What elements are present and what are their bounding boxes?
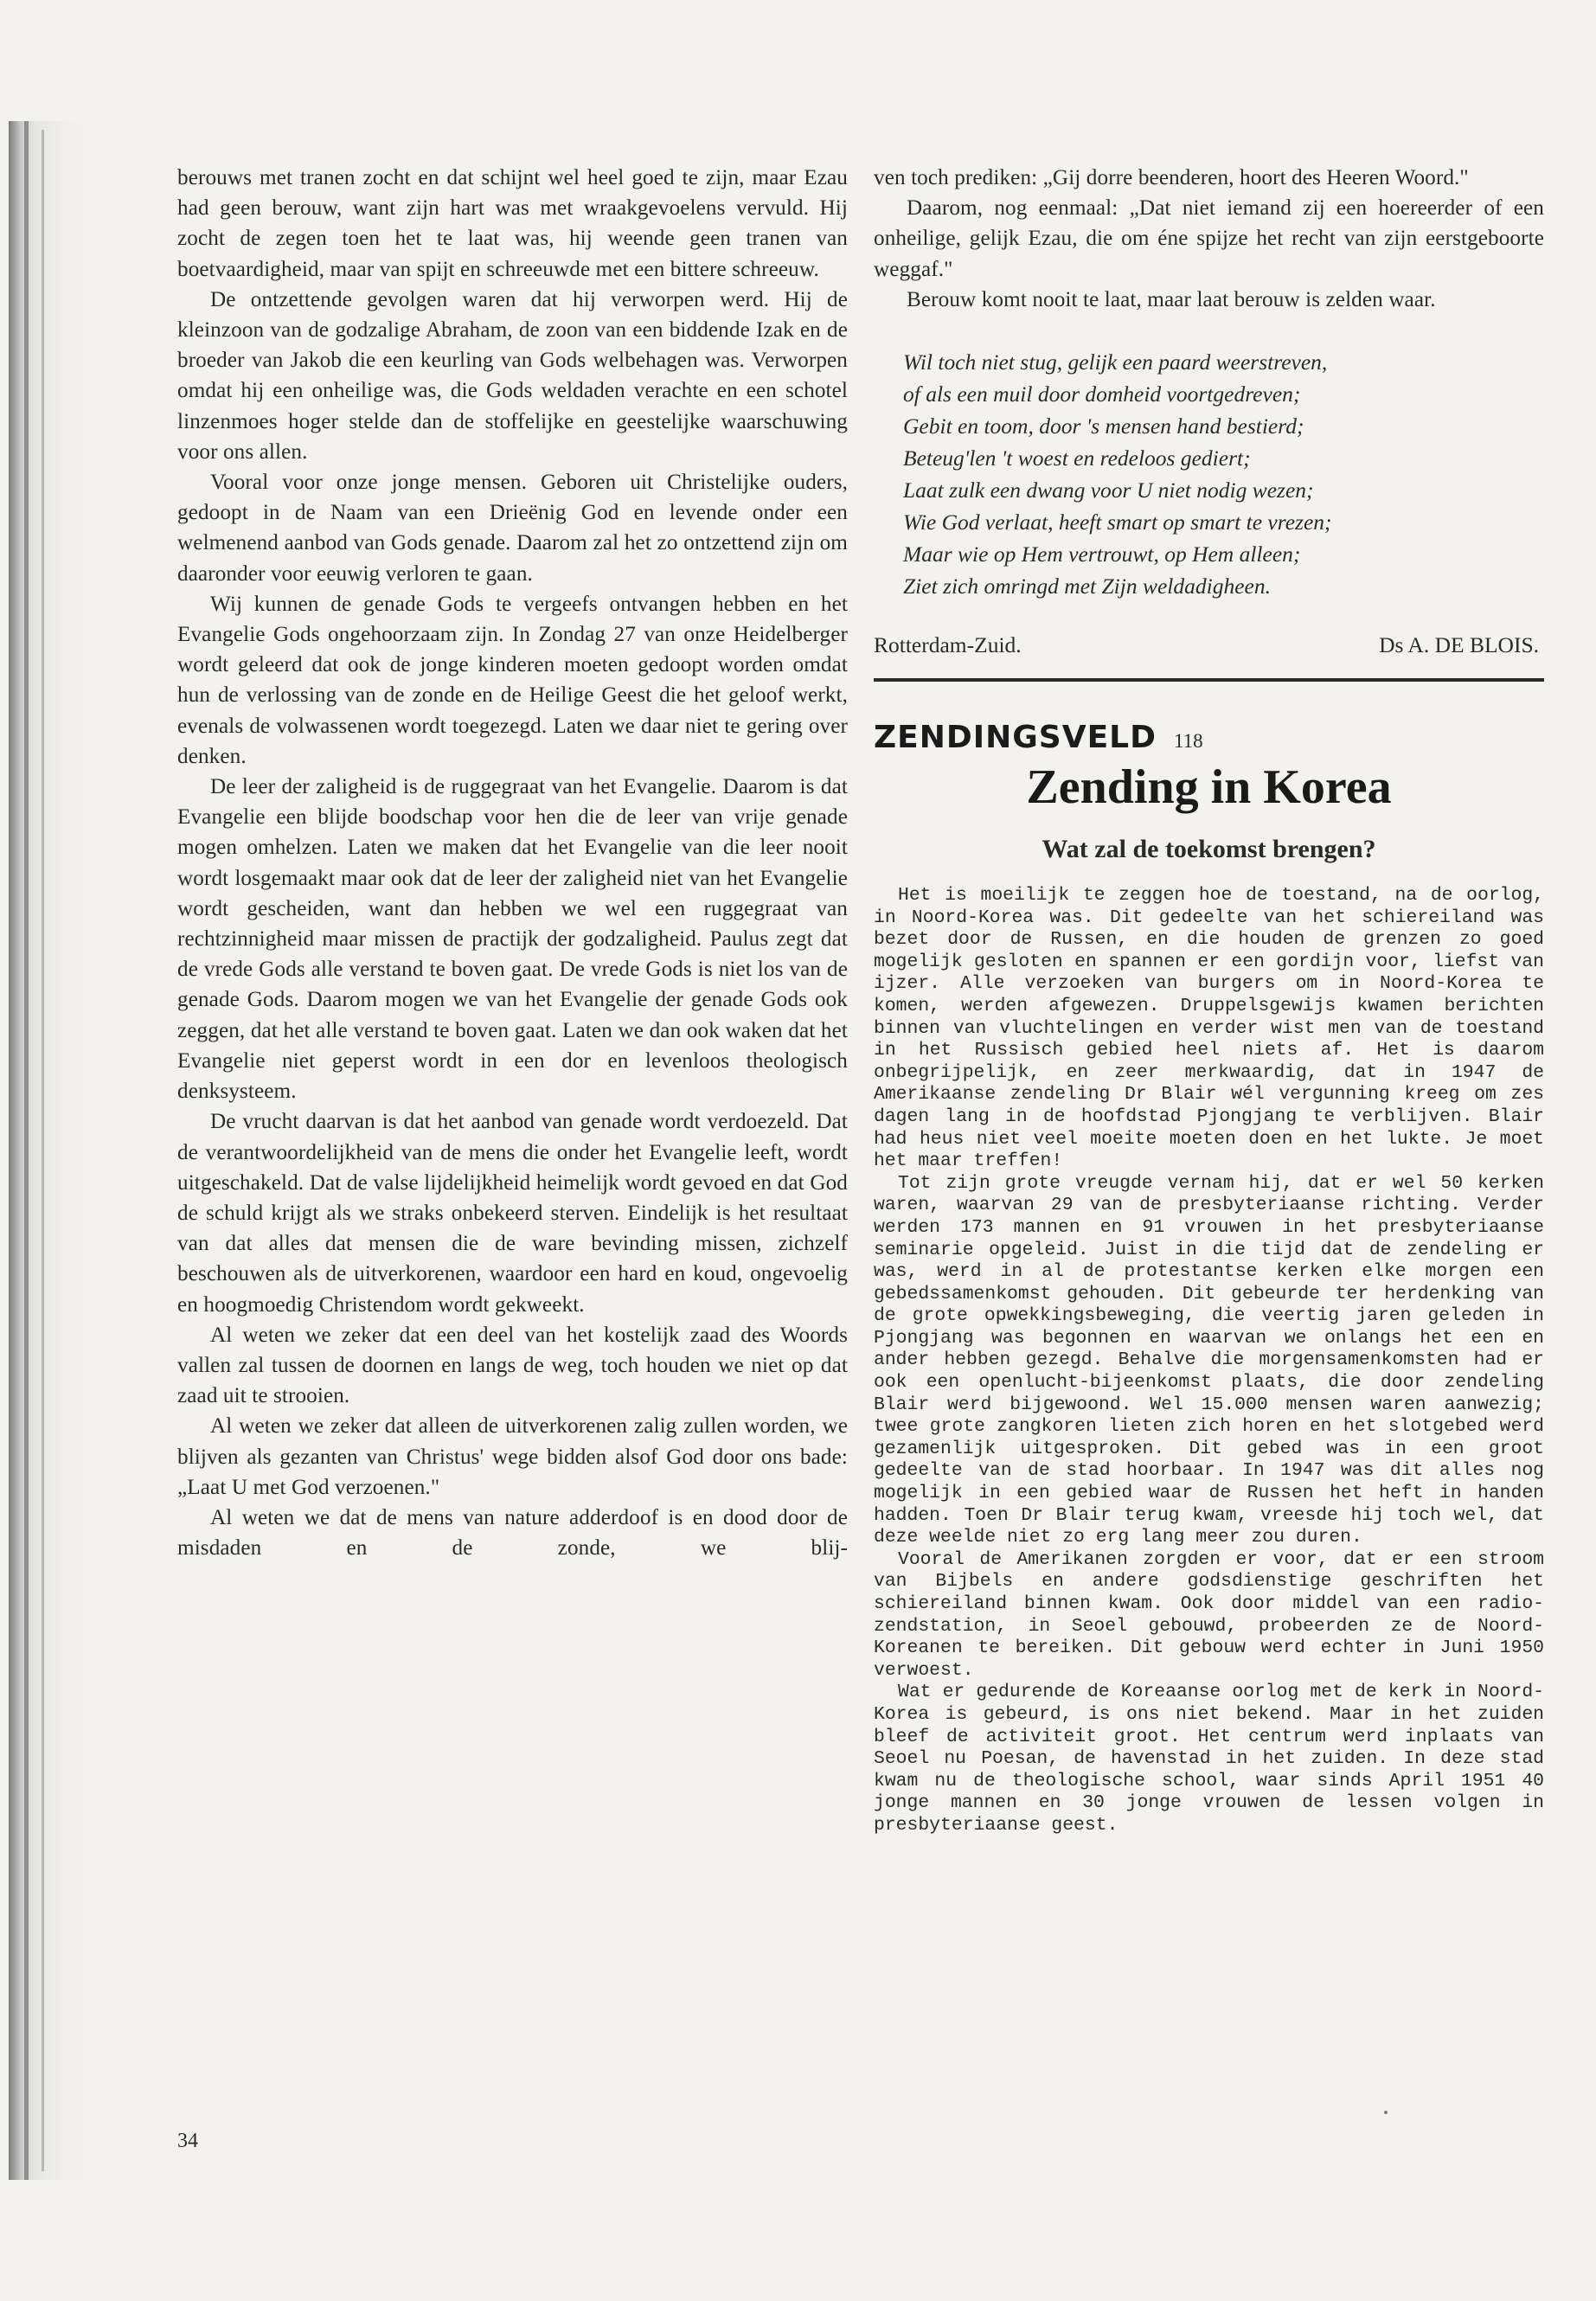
article-paragraph-3: Vooral de Amerikanen zorgden er voor, dat er een stroom van Bijbels en andere godsdienstige geschriften het schiereiland binnen kwam. Ook door middel van een radio-zendstation, in Seoel gebouwd, probeerden ze de Noord-Koreanen te bereiken. Dit gebouw werd echter in Juni 1950 verwoest. bbox=[874, 1548, 1544, 1681]
right-intro-paragraph-1: ven toch prediken: „Gij dorre beenderen, hoort des Heeren Woord." bbox=[874, 166, 1469, 189]
left-paragraph-6: De vrucht daarvan is dat het aanbod van genade wordt verdoezeld. Dat de verantwoordelijkheid van de mens die onder het Evangelie leeft, wordt uitgeschakeld. Dat de valse lijdelijkheid heimelijk wordt gevoed en dat God de schuld krijgt als we straks onbekeerd sterven. Eindelijk is het resultaat van dat alles dat mensen die de ware bevinding missen, zichzelf beschouwen als de uitverkorenen, waardoor een hard en koud, ongevoelig en hoogmoedig Christendom wordt gekweekt. bbox=[177, 1110, 848, 1317]
poem-line-2: of als een muil door domheid voortgedreven; bbox=[903, 381, 1301, 407]
left-paragraph-7: Al weten we zeker dat een deel van het kostelijk zaad des Woords vallen zal tussen de doornen en langs de weg, toch houden we niet op dat zaad uit te strooien. bbox=[177, 1323, 848, 1408]
poem-line-4: Beteug'len 't woest en redeloos gediert; bbox=[903, 445, 1251, 471]
page-number: 34 bbox=[177, 2130, 198, 2152]
right-column bbox=[874, 163, 1544, 1837]
article-paragraph-4: Wat er gedurende de Koreaanse oorlog met de kerk in Noord-Korea is gebeurd, is ons niet bekend. Maar in het zuiden bleef de activiteit groot. Het centrum werd inplaats van Seoel nu Poesan, de havenstad in het zuiden. In deze stad kwam nu de theologische school, waar sinds April 1951 40 jonge mannen en 30 jonge vrouwen de lessen volgen in presbyteriaanse geest. bbox=[874, 1682, 1544, 1836]
right-intro-paragraph-3: Berouw komt nooit te laat, maar laat berouw is zelden waar. bbox=[907, 287, 1436, 311]
signature-row bbox=[874, 630, 1544, 661]
right-intro-paragraph-2: Daarom, nog eenmaal: „Dat niet iemand zij een hoereerder of een onheilige, gelijk Ezau, die om éne spijze het recht van zijn eerstgeboorte weggaf." bbox=[874, 196, 1544, 281]
article-headline: Zending in Korea bbox=[1026, 760, 1392, 815]
left-paragraph-8: Al weten we zeker dat alleen de uitverkorenen zalig zullen worden, we blijven als gezanten van Christus' wege bidden alsof God door ons bade: „Laat U met God verzoenen." bbox=[177, 1414, 848, 1499]
section-kicker bbox=[874, 720, 1544, 755]
signature-author: Ds A. DE BLOIS. bbox=[1379, 632, 1539, 658]
scan-binding-line bbox=[24, 121, 29, 2180]
poem-line-5: Laat zulk een dwang voor U niet nodig wezen; bbox=[903, 478, 1314, 503]
article-paragraph-1: Het is moeilijk te zeggen hoe de toestand, na de oorlog, in Noord-Korea was. Dit gedeelte van het schiereiland was bezet door de Russen, en die houden de grenzen zo goed mogelijk gesloten en spannen er een gordijn voor, liefst van ijzer. Alle verzoeken van burgers om in Noord-Korea te komen, werden afgewezen. Druppelsgewijs kwamen berichten binnen van vluchtelingen en verder wist men van de toestand in het Russisch gebied heel niets af. Het is daarom onbegrijpelijk, en zeer merkwaardig, dat in 1947 de Amerikaanse zendeling Dr Blair wél vergunning kreeg om zes dagen lang in de hoofdstad Pjongjang te verblijven. Blair had heus niet veel moeite moeten doen en het lukte. Je moet het maar treffen! bbox=[874, 885, 1544, 1172]
poem-line-6: Wie God verlaat, heeft smart op smart te vrezen; bbox=[903, 510, 1332, 535]
poem-line-3: Gebit en toom, door 's mensen hand bestierd; bbox=[903, 413, 1304, 439]
left-paragraph-4: Wij kunnen de genade Gods te vergeefs ontvangen hebben en het Evangelie Gods ongehoorzaam zijn. In Zondag 27 van onze Heidelberger wordt geleerd dat ook de jonge kinderen moeten gedoopt worden omdat hun de verlossing van de zonde en de Heilige Geest die het geloof werkt, evenals de volwassenen wordt toegezegd. Laten we daar niet te gering over denken. bbox=[177, 592, 848, 768]
psalm-poem bbox=[903, 346, 1544, 602]
signature-place: Rotterdam-Zuid. bbox=[874, 632, 1022, 658]
scan-binding-line-secondary bbox=[42, 130, 44, 2171]
left-paragraph-9: Al weten we dat de mens van nature adderdoof is en dood door de misdaden en de zonde, we blij- bbox=[177, 1505, 848, 1561]
section-kicker-number: 118 bbox=[1173, 730, 1203, 753]
left-paragraph-2: De ontzettende gevolgen waren dat hij verworpen werd. Hij de kleinzoon van de godzalige Abraham, de zoon van een biddende Izak en de broeder van Jakob die een keurling van Gods welbehagen was. Verworpen omdat hij een onheilige was, die Gods weldaden verachte en een schotel linzenmoes hoger stelde dan de stoffelijke en geestelijke waarschuwing voor ons allen. bbox=[177, 287, 848, 464]
left-column bbox=[177, 163, 848, 1563]
poem-line-8: Ziet zich omringd met Zijn weldadigheen. bbox=[903, 574, 1271, 599]
left-paragraph-1: berouws met tranen zocht en dat schijnt wel heel goed te zijn, maar Ezau had geen berouw, want zijn hart was met wraakgevoelens vervuld. Hij zocht de zegen toen het te laat was, hij weende geen tranen van boetvaardigheid, maar van spijt en schreeuwde met een bittere schreeuw. bbox=[177, 166, 848, 281]
scan-binding-shadow bbox=[9, 121, 87, 2180]
poem-line-1: Wil toch niet stug, gelijk een paard weerstreven, bbox=[903, 349, 1328, 375]
left-paragraph-5: De leer der zaligheid is de ruggegraat van het Evangelie. Daarom is dat Evangelie een blijde boodschap voor hen die de leer van vrije genade mogen omhelzen. Laten we maken dat het Evangelie van die leer nooit wordt losgemaakt maar ook dat de leer der zaligheid niet van het Evangelie wordt gescheiden, want dan hebben we wel een ruggegraat van rechtzinnigheid maar missen de practijk der godzaligheid. Paulus zegt dat de vrede Gods alle verstand te boven gaat. De vrede Gods is niet los van de genade Gods. Daarom mogen we van het Evangelie der genade Gods ook zeggen, dat het alle verstand te boven gaat. Laten we dan ook waken dat het Evangelie niet geperst wordt in een dor en levenloos theologisch denksysteem. bbox=[177, 775, 848, 1104]
section-kicker-title: ZENDINGSVELD bbox=[874, 720, 1157, 756]
left-paragraph-3: Vooral voor onze jonge mensen. Geboren uit Christelijke ouders, gedoopt in de Naam van een Drieënig God en levende onder een welmenend aanbod van Gods genade. Daarom zal het zo ontzettend zijn om daaronder voor eeuwig verloren te gaan. bbox=[177, 471, 848, 586]
scan-speck bbox=[1384, 2111, 1388, 2114]
section-divider bbox=[874, 678, 1544, 682]
poem-line-7: Maar wie op Hem vertrouwt, op Hem alleen; bbox=[903, 542, 1301, 567]
article-paragraph-2: Tot zijn grote vreugde vernam hij, dat er wel 50 kerken waren, waarvan 29 van de presbyteriaanse richting. Verder werden 173 mannen en 91 vrouwen in het presbyteriaanse seminarie opgeleid. Juist in die tijd dat de zendeling er was, werd in al de protestantse kerken elke morgen een gebedssamenkomst gehouden. Dit gebeurde ter herdenking van de grote opwekkingsbeweging, die veertig jaren geleden in Pjongjang was begonnen en waarvan we onlangs het een en ander hebben gezegd. Behalve die morgensamenkomsten had er ook een openlucht-bijeenkomst plaats, die door zendeling Blair werd bijgewoond. Wel 15.000 mensen waren aanwezig; twee grote zangkoren lieten zich horen en het slotgebed werd gezamenlijk uitgesproken. Dit gebed was in een groot gedeelte van de stad hoorbaar. In 1947 was dit alles nog mogelijk in een gebied waar de Russen het heft in handen hadden. Toen Dr Blair terug kwam, vreesde hij toch wel, dat deze weelde niet zo erg lang meer zou duren. bbox=[874, 1172, 1544, 1548]
article-subhead: Wat zal de toekomst brengen? bbox=[1042, 835, 1376, 864]
